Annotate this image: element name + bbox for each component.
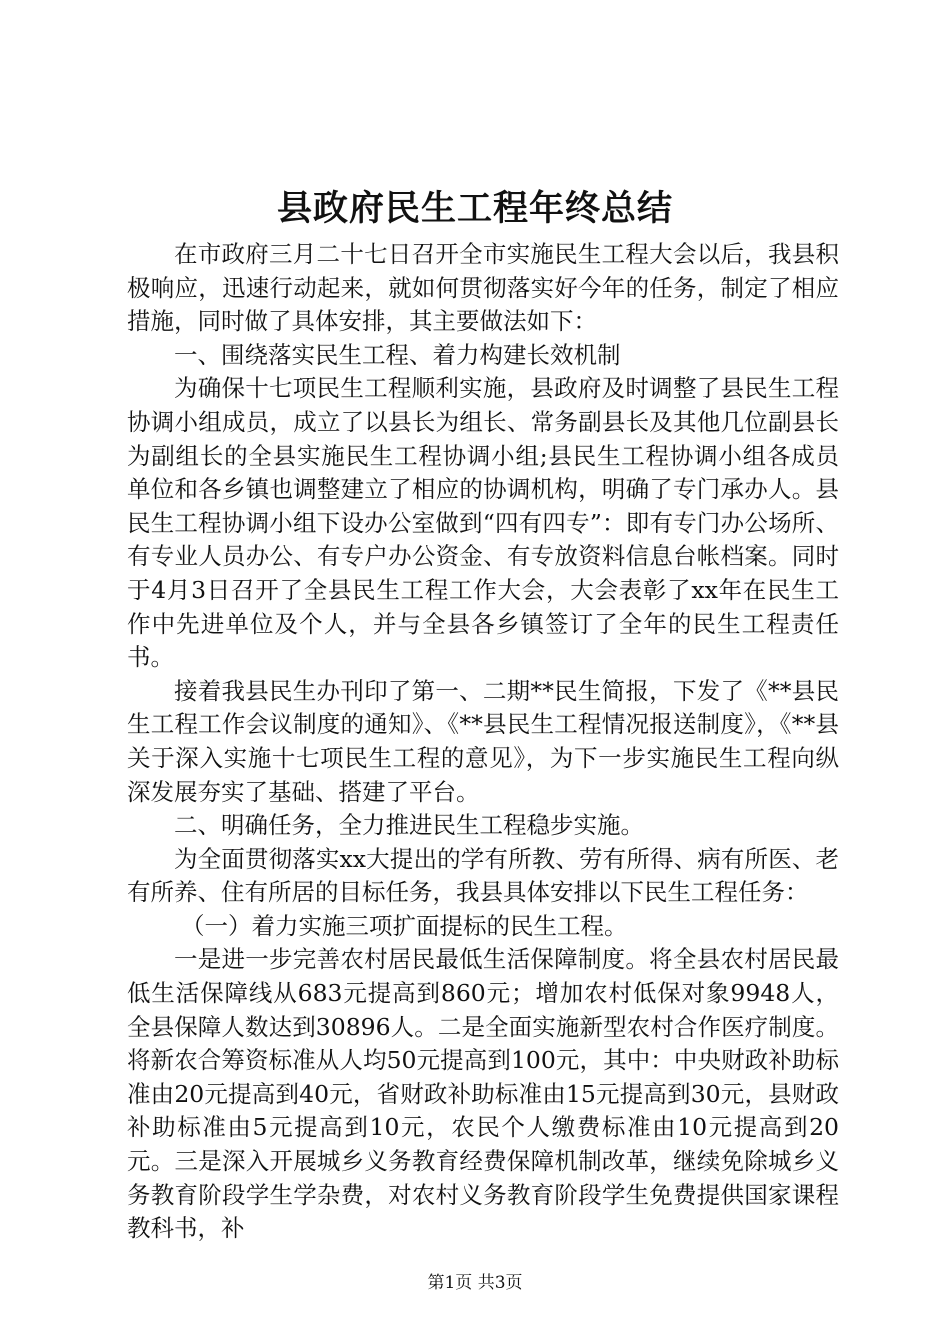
page-footer: 第1页 共3页 [427,1273,523,1293]
section-heading-one: 一、围绕落实民生工程、着力构建长效机制 [174,340,621,369]
document-title: 县政府民生工程年终总结 [276,188,673,229]
paragraph-intro: 在市政府三月二十七日召开全市实施民生工程大会以后，我县积极响应，迅速行动起来，就如何贯彻落实好今年的任务，制定了相应措施，同时做了具体安排，其主要做法如下： [127,240,839,336]
paragraph-projects: 一是进一步完善农村居民最低生活保障制度。将全县农村居民最低生活保障线从683元提高到860元；增加农村低保对象9948人，全县保障人数达到30896人。二是全面实施新型农村合作医疗制度。将新农合筹资标准从人均50元提高到100元，其中：中央财政补助标准由20元提高到40元，省财政补助标准由15元提高到30元，县财政补助标准由5元提高到10元，农民个人缴费标准由10元提高到20元。三是深入开展城乡义务教育经费保障机制改革，继续免除城乡义务教育阶段学生学杂费，对农村义务教育阶段学生免费提供国家课程教科书，补 [127,945,839,1243]
paragraph-goals: 为全面贯彻落实xx大提出的学有所教、劳有所得、病有所医、老有所养、住有所居的目标任务，我县具体安排以下民生工程任务： [127,844,839,907]
paragraph-mechanism: 为确保十七项民生工程顺利实施，县政府及时调整了县民生工程协调小组成员，成立了以县长为组长、常务副县长及其他几位副县长为副组长的全县实施民生工程协调小组;县民生工程协调小组各成员单位和各乡镇也调整建立了相应的协调机构，明确了专门承办人。县民生工程协调小组下设办公室做到“四有四专”：即有专门办公场所、有专业人员办公、有专户办公资金、有专放资料信息台帐档案。同时于4月3日召开了全县民生工程工作大会，大会表彰了xx年在民生工作中先进单位及个人，并与全县各乡镇签订了全年的民生工程责任书。 [127,374,839,672]
document-body [127,238,839,1246]
paragraph-documents: 接着我县民生办刊印了第一、二期**民生简报，下发了《**县民生工程工作会议制度的通知》、《**县民生工程情况报送制度》，《**县关于深入实施十七项民生工程的意见》，为下一步实施民生工程向纵深发展夯实了基础、搭建了平台。 [127,676,839,806]
section-heading-two: 二、明确任务，全力推进民生工程稳步实施。 [174,811,644,840]
subsection-heading-one: （一）着力实施三项扩面提标的民生工程。 [181,911,628,940]
